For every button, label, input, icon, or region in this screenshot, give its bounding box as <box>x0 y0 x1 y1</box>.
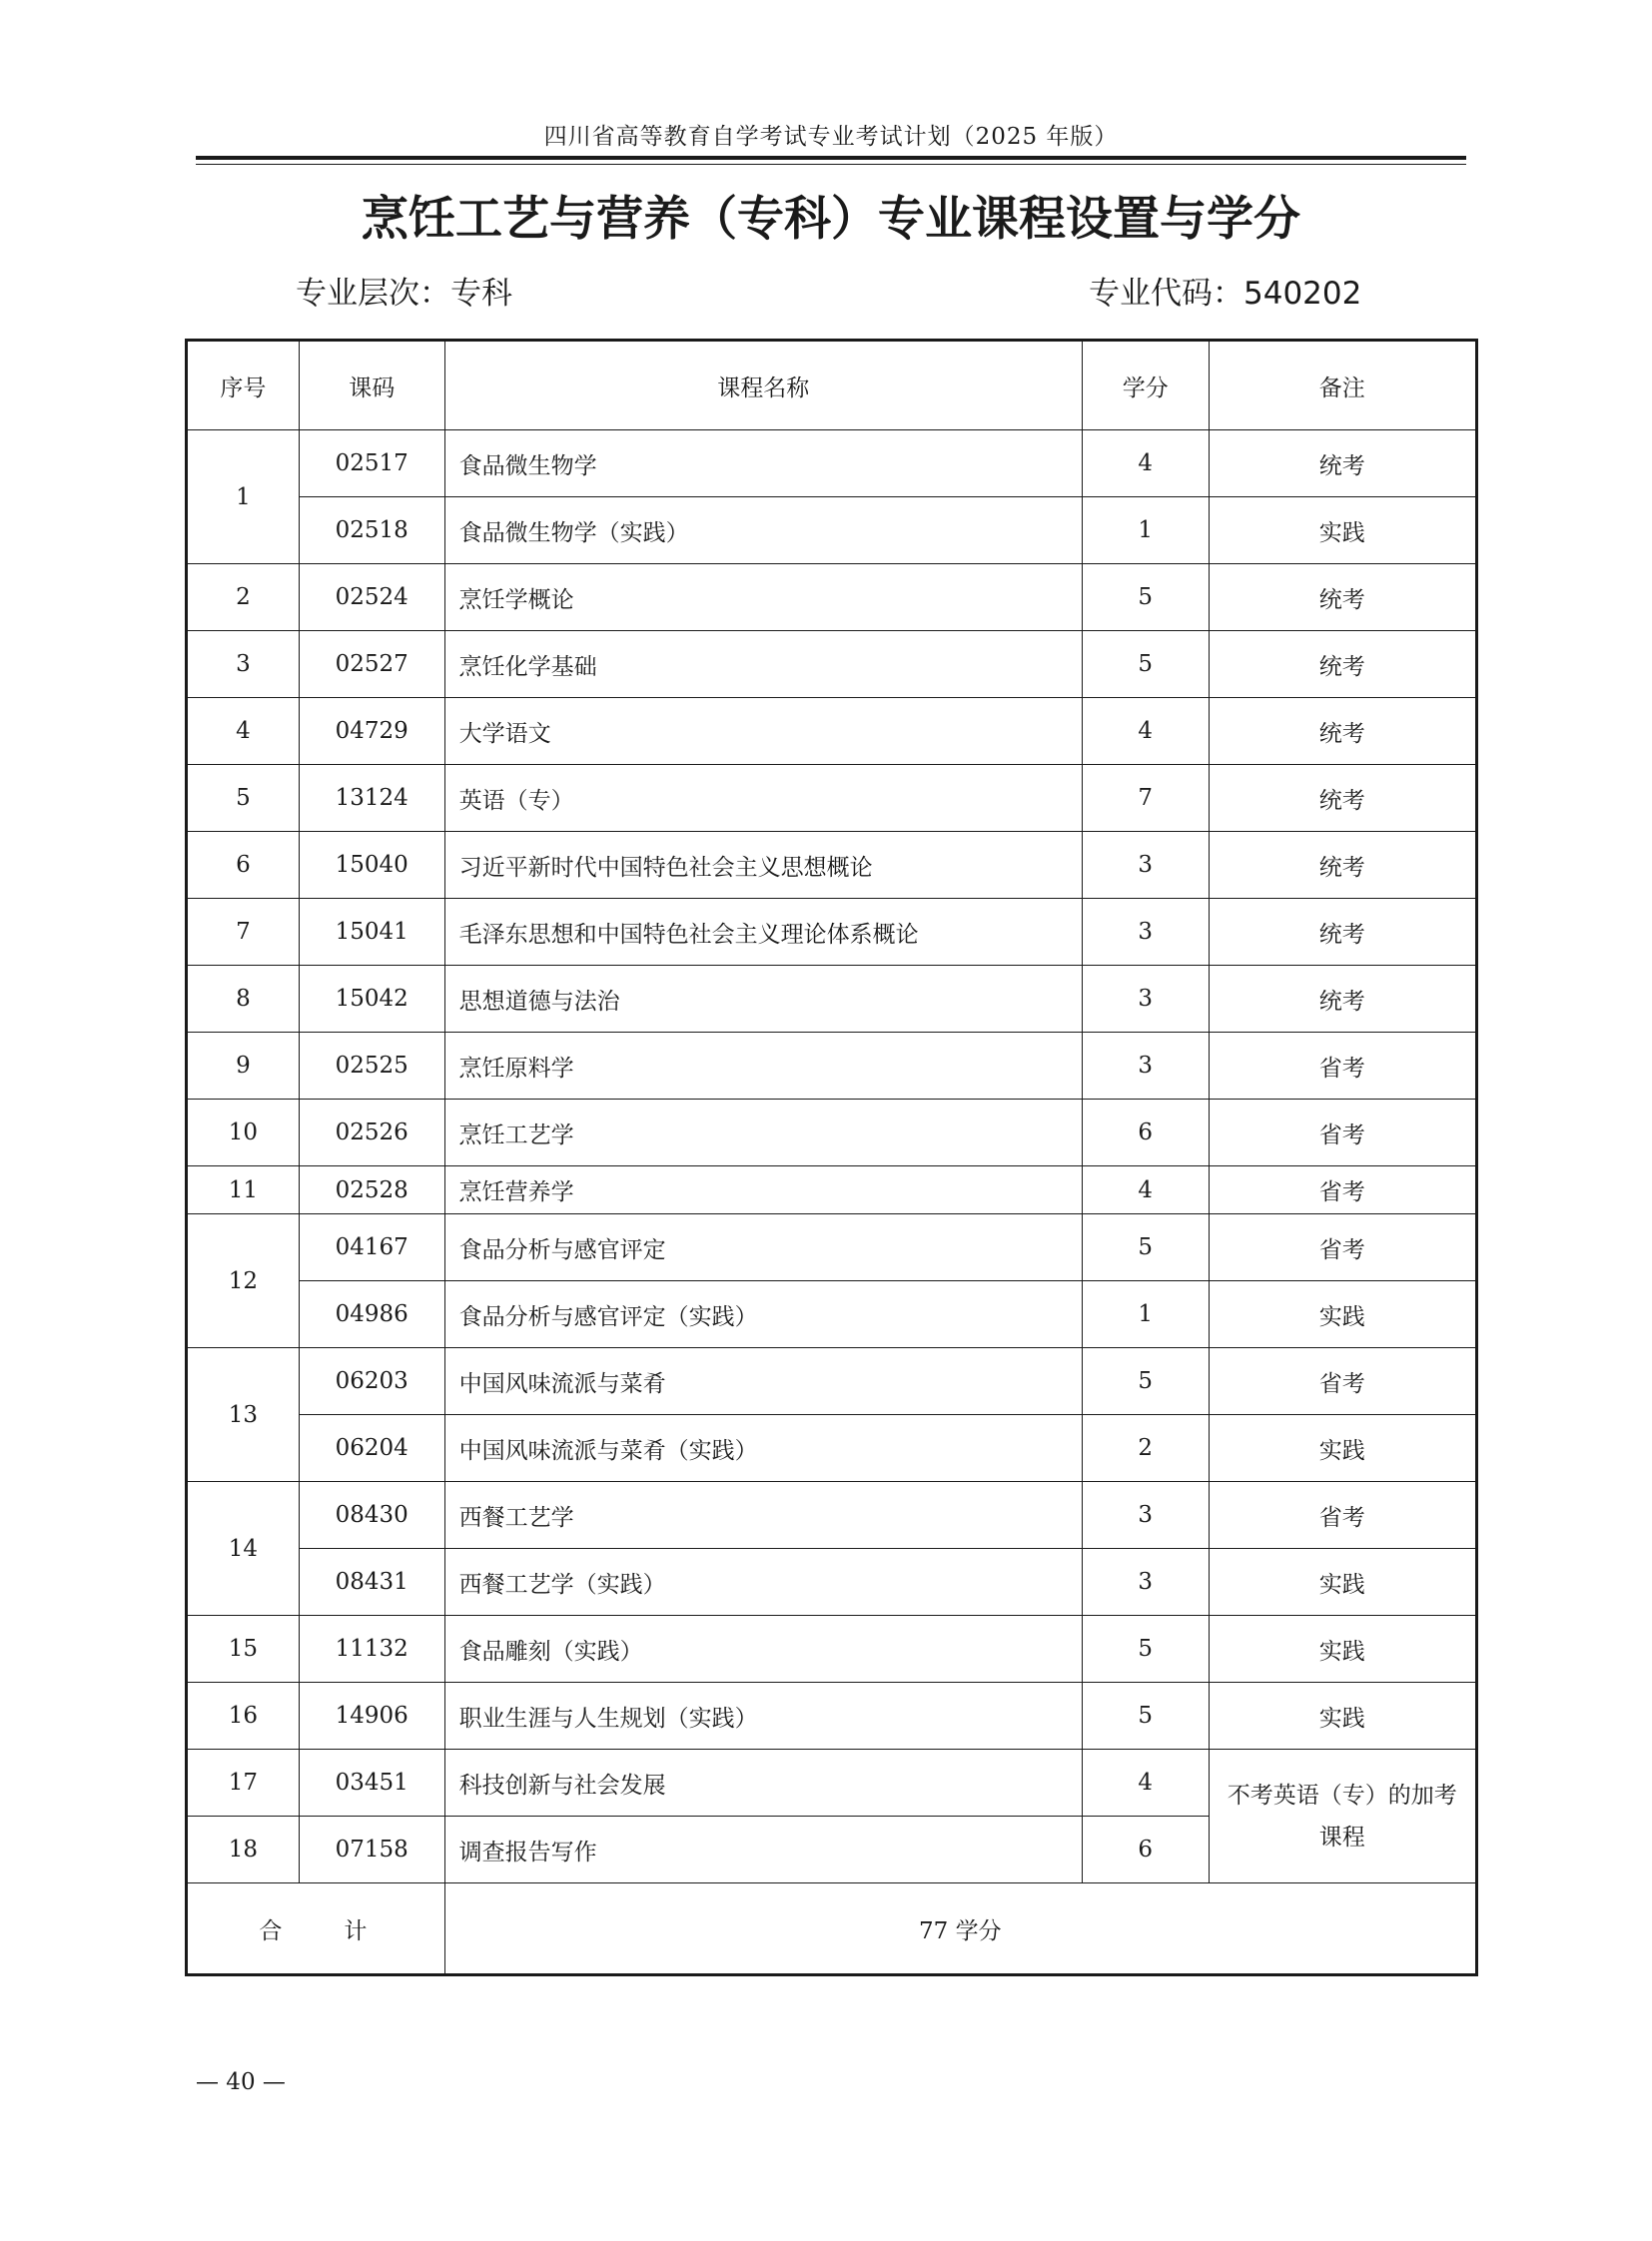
credit-cell: 5 <box>1082 631 1209 698</box>
course-table <box>185 339 1478 1976</box>
table-row <box>187 1482 1477 1549</box>
note-cell: 统考 <box>1209 631 1476 698</box>
note-cell: 省考 <box>1209 1166 1476 1214</box>
seq-cell: 1 <box>187 430 300 564</box>
credit-cell: 3 <box>1082 1549 1209 1616</box>
header-rule-thin <box>196 164 1466 165</box>
table-row <box>187 631 1477 698</box>
note-cell: 实践 <box>1209 497 1476 564</box>
name-cell: 食品微生物学（实践） <box>444 497 1082 564</box>
code-cell: 02526 <box>299 1100 444 1166</box>
code-cell: 14906 <box>299 1683 444 1750</box>
credit-cell: 5 <box>1082 564 1209 631</box>
table-row <box>187 1166 1477 1214</box>
credit-cell: 6 <box>1082 1817 1209 1883</box>
seq-cell: 6 <box>187 832 300 899</box>
code-cell: 02525 <box>299 1033 444 1100</box>
seq-cell: 17 <box>187 1750 300 1817</box>
name-cell: 习近平新时代中国特色社会主义思想概论 <box>444 832 1082 899</box>
seq-cell: 2 <box>187 564 300 631</box>
table-row <box>187 1415 1477 1482</box>
code-cell: 02527 <box>299 631 444 698</box>
name-cell: 食品雕刻（实践） <box>444 1616 1082 1683</box>
header-name: 课程名称 <box>444 341 1082 430</box>
note-cell: 实践 <box>1209 1415 1476 1482</box>
credit-cell: 5 <box>1082 1214 1209 1281</box>
code-cell: 15042 <box>299 966 444 1033</box>
code-cell: 04729 <box>299 698 444 765</box>
code-cell: 02517 <box>299 430 444 497</box>
note-cell: 统考 <box>1209 698 1476 765</box>
name-cell: 毛泽东思想和中国特色社会主义理论体系概论 <box>444 899 1082 966</box>
header-credit: 学分 <box>1082 341 1209 430</box>
code-cell: 15040 <box>299 832 444 899</box>
seq-cell: 9 <box>187 1033 300 1100</box>
table-row <box>187 564 1477 631</box>
credit-cell: 4 <box>1082 1166 1209 1214</box>
note-cell: 实践 <box>1209 1616 1476 1683</box>
credit-cell: 3 <box>1082 966 1209 1033</box>
table-row <box>187 1281 1477 1348</box>
table-row <box>187 1750 1477 1817</box>
name-cell: 科技创新与社会发展 <box>444 1750 1082 1817</box>
table-row <box>187 966 1477 1033</box>
seq-cell: 10 <box>187 1100 300 1166</box>
code-cell: 03451 <box>299 1750 444 1817</box>
credit-cell: 4 <box>1082 698 1209 765</box>
code-cell: 11132 <box>299 1616 444 1683</box>
credit-cell: 5 <box>1082 1348 1209 1415</box>
note-cell: 省考 <box>1209 1348 1476 1415</box>
note-cell: 省考 <box>1209 1100 1476 1166</box>
header-code: 课码 <box>299 341 444 430</box>
note-cell: 实践 <box>1209 1549 1476 1616</box>
code-cell: 15041 <box>299 899 444 966</box>
name-cell: 西餐工艺学 <box>444 1482 1082 1549</box>
code-cell: 02518 <box>299 497 444 564</box>
header-rule-thick <box>196 156 1466 160</box>
name-cell: 食品分析与感官评定（实践） <box>444 1281 1082 1348</box>
name-cell: 职业生涯与人生规划（实践） <box>444 1683 1082 1750</box>
name-cell: 食品微生物学 <box>444 430 1082 497</box>
table-row <box>187 698 1477 765</box>
table-row <box>187 497 1477 564</box>
name-cell: 食品分析与感官评定 <box>444 1214 1082 1281</box>
credit-cell: 2 <box>1082 1415 1209 1482</box>
credit-cell: 3 <box>1082 832 1209 899</box>
credit-cell: 7 <box>1082 765 1209 832</box>
seq-cell: 8 <box>187 966 300 1033</box>
page-number: — 40 — <box>196 2069 286 2095</box>
seq-cell: 18 <box>187 1817 300 1883</box>
code-cell: 06204 <box>299 1415 444 1482</box>
note-cell: 统考 <box>1209 966 1476 1033</box>
table-row <box>187 1616 1477 1683</box>
name-cell: 思想道德与法治 <box>444 966 1082 1033</box>
seq-cell: 14 <box>187 1482 300 1616</box>
major-level: 专业层次：专科 <box>296 276 512 312</box>
code-cell: 02528 <box>299 1166 444 1214</box>
total-row <box>187 1883 1477 1975</box>
table-row <box>187 1683 1477 1750</box>
note-cell: 省考 <box>1209 1214 1476 1281</box>
code-cell: 06203 <box>299 1348 444 1415</box>
seq-cell: 4 <box>187 698 300 765</box>
name-cell: 烹饪化学基础 <box>444 631 1082 698</box>
code-cell: 08430 <box>299 1482 444 1549</box>
credit-cell: 1 <box>1082 1281 1209 1348</box>
seq-cell: 12 <box>187 1214 300 1348</box>
table-row <box>187 832 1477 899</box>
note-cell: 省考 <box>1209 1033 1476 1100</box>
header-note: 备注 <box>1209 341 1476 430</box>
name-cell: 烹饪原料学 <box>444 1033 1082 1100</box>
seq-cell: 7 <box>187 899 300 966</box>
table-row <box>187 899 1477 966</box>
name-cell: 烹饪营养学 <box>444 1166 1082 1214</box>
credit-cell: 4 <box>1082 1750 1209 1817</box>
table-row <box>187 430 1477 497</box>
seq-cell: 11 <box>187 1166 300 1214</box>
table-header-row <box>187 341 1477 430</box>
total-value: 77 学分 <box>444 1883 1476 1975</box>
credit-cell: 1 <box>1082 497 1209 564</box>
code-cell: 08431 <box>299 1549 444 1616</box>
note-cell: 实践 <box>1209 1281 1476 1348</box>
seq-cell: 5 <box>187 765 300 832</box>
code-cell: 04167 <box>299 1214 444 1281</box>
seq-cell: 15 <box>187 1616 300 1683</box>
credit-cell: 5 <box>1082 1616 1209 1683</box>
name-cell: 英语（专） <box>444 765 1082 832</box>
seq-cell: 13 <box>187 1348 300 1482</box>
credit-cell: 3 <box>1082 1033 1209 1100</box>
code-cell: 13124 <box>299 765 444 832</box>
credit-cell: 4 <box>1082 430 1209 497</box>
note-cell: 省考 <box>1209 1482 1476 1549</box>
table-row <box>187 1348 1477 1415</box>
seq-cell: 3 <box>187 631 300 698</box>
table-row <box>187 765 1477 832</box>
note-cell: 实践 <box>1209 1683 1476 1750</box>
name-cell: 西餐工艺学（实践） <box>444 1549 1082 1616</box>
note-cell: 统考 <box>1209 899 1476 966</box>
credit-cell: 6 <box>1082 1100 1209 1166</box>
note-cell: 统考 <box>1209 832 1476 899</box>
credit-cell: 5 <box>1082 1683 1209 1750</box>
note-cell: 统考 <box>1209 564 1476 631</box>
name-cell: 中国风味流派与菜肴（实践） <box>444 1415 1082 1482</box>
name-cell: 大学语文 <box>444 698 1082 765</box>
code-cell: 07158 <box>299 1817 444 1883</box>
table-row <box>187 1100 1477 1166</box>
credit-cell: 3 <box>1082 899 1209 966</box>
page-title: 烹饪工艺与营养（专科）专业课程设置与学分 <box>362 192 1300 247</box>
note-cell-merged: 不考英语（专）的加考课程 <box>1209 1750 1476 1883</box>
running-header: 四川省高等教育自学考试专业考试计划（2025 年版） <box>543 124 1119 150</box>
name-cell: 中国风味流派与菜肴 <box>444 1348 1082 1415</box>
credit-cell: 3 <box>1082 1482 1209 1549</box>
name-cell: 烹饪工艺学 <box>444 1100 1082 1166</box>
code-cell: 02524 <box>299 564 444 631</box>
name-cell: 调查报告写作 <box>444 1817 1082 1883</box>
table-row <box>187 1214 1477 1281</box>
major-code: 专业代码：540202 <box>1089 276 1362 312</box>
code-cell: 04986 <box>299 1281 444 1348</box>
note-cell: 统考 <box>1209 765 1476 832</box>
total-label: 合计 <box>187 1883 445 1975</box>
header-seq: 序号 <box>187 341 300 430</box>
table-row <box>187 1033 1477 1100</box>
seq-cell: 16 <box>187 1683 300 1750</box>
note-cell: 统考 <box>1209 430 1476 497</box>
name-cell: 烹饪学概论 <box>444 564 1082 631</box>
table-row <box>187 1549 1477 1616</box>
